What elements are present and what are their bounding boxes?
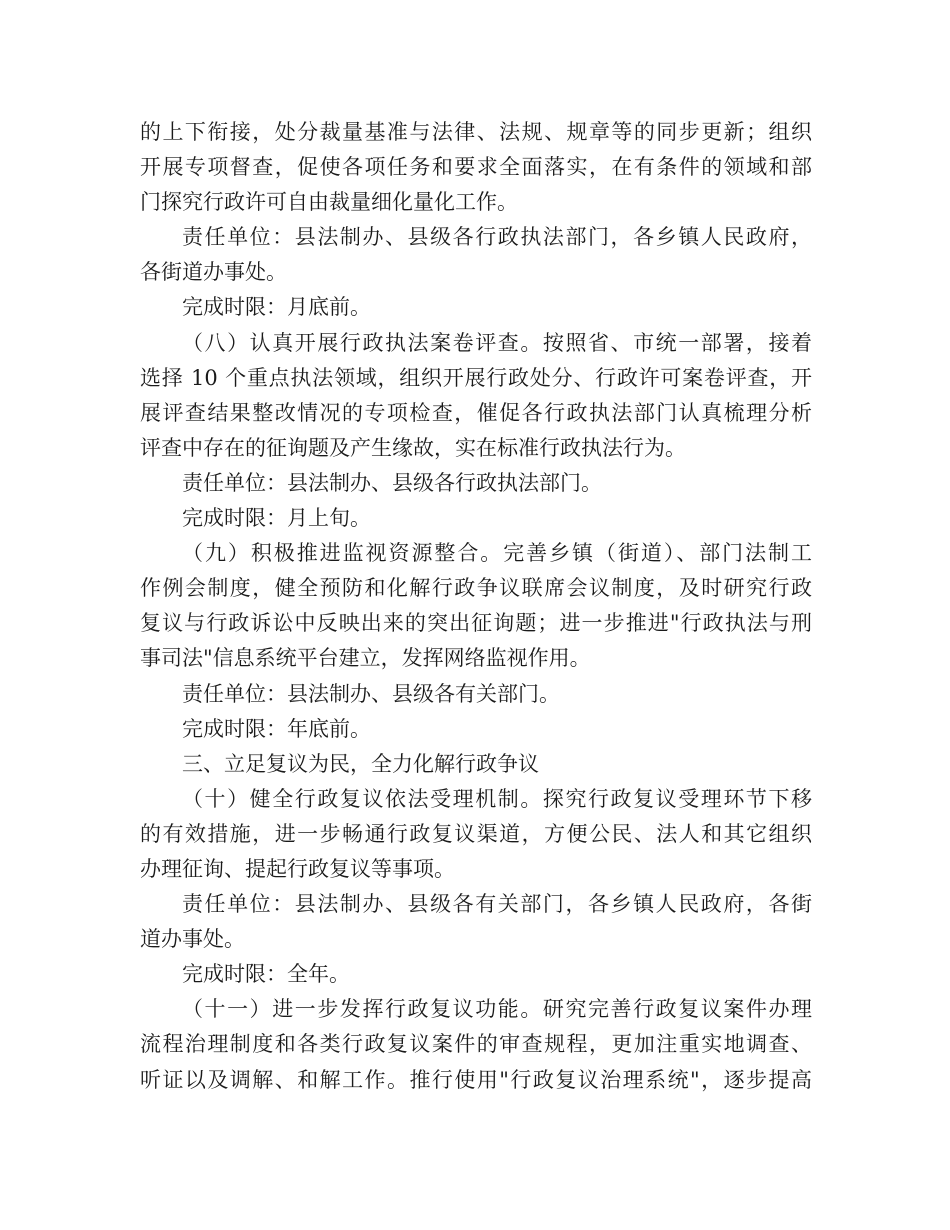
text-line: 开展专项督查，促使各项任务和要求全面落实，在有条件的领域和部 (140, 155, 812, 180)
text-line: （八）认真开展行政执法案卷评查。按照省、市统一部署，接着 (182, 330, 812, 355)
text-line: 完成时限：月上旬。 (182, 506, 371, 531)
text-line: 完成时限：月底前。 (182, 295, 371, 320)
text-line: 办理征询、提起行政复议等事项。 (140, 856, 455, 881)
text-line: 责任单位：县法制办、县级各行政执法部门。 (182, 470, 602, 495)
text-line: 道办事处。 (140, 927, 245, 952)
text-line: 各街道办事处。 (140, 260, 287, 285)
text-line: 完成时限：全年。 (182, 962, 350, 987)
text-line: 责任单位：县法制办、县级各有关部门，各乡镇人民政府，各街 (182, 892, 812, 917)
text-line: 的上下衔接，处分裁量基准与法律、法规、规章等的同步更新；组织 (140, 120, 812, 144)
text-line: 的有效措施，进一步畅通行政复议渠道，方便公民、法人和其它组织 (140, 821, 812, 846)
text-line: 事司法"信息系统平台建立，发挥网络监视作用。 (140, 646, 591, 671)
text-line: 作例会制度，健全预防和化解行政争议联席会议制度，及时研究行政 (140, 576, 812, 601)
text-line: （九）积极推进监视资源整合。完善乡镇（街道）、部门法制工 (182, 541, 812, 566)
text-line: 完成时限：年底前。 (182, 716, 371, 741)
text-line: 门探究行政许可自由裁量细化量化工作。 (140, 190, 518, 215)
text-line: 复议与行政诉讼中反映出来的突出征询题；进一步推进"行政执法与刑 (140, 611, 812, 636)
text-line: 三、立足复议为民，全力化解行政争议 (182, 751, 539, 776)
text-line: （十）健全行政复议依法受理机制。探究行政复议受理环节下移 (182, 786, 812, 811)
text-line: 责任单位：县法制办、县级各有关部门。 (182, 681, 560, 706)
text-line: 评查中存在的征询题及产生缘故，实在标准行政执法行为。 (140, 435, 686, 460)
text-line: （十一）进一步发挥行政复议功能。研究完善行政复议案件办理 (182, 997, 812, 1022)
text-line: 责任单位：县法制办、县级各行政执法部门，各乡镇人民政府， (182, 225, 812, 250)
text-line: 听证以及调解、和解工作。推行使用"行政复议治理系统"，逐步提高 (140, 1067, 812, 1092)
text-line: 展评查结果整改情况的专项检查，催促各行政执法部门认真梳理分析 (140, 400, 812, 425)
text-line: 流程治理制度和各类行政复议案件的审查规程，更加注重实地调查、 (140, 1032, 812, 1057)
text-line: 选择 10 个重点执法领域，组织开展行政处分、行政许可案卷评查，开 (140, 365, 812, 390)
document-body (140, 115, 812, 1098)
